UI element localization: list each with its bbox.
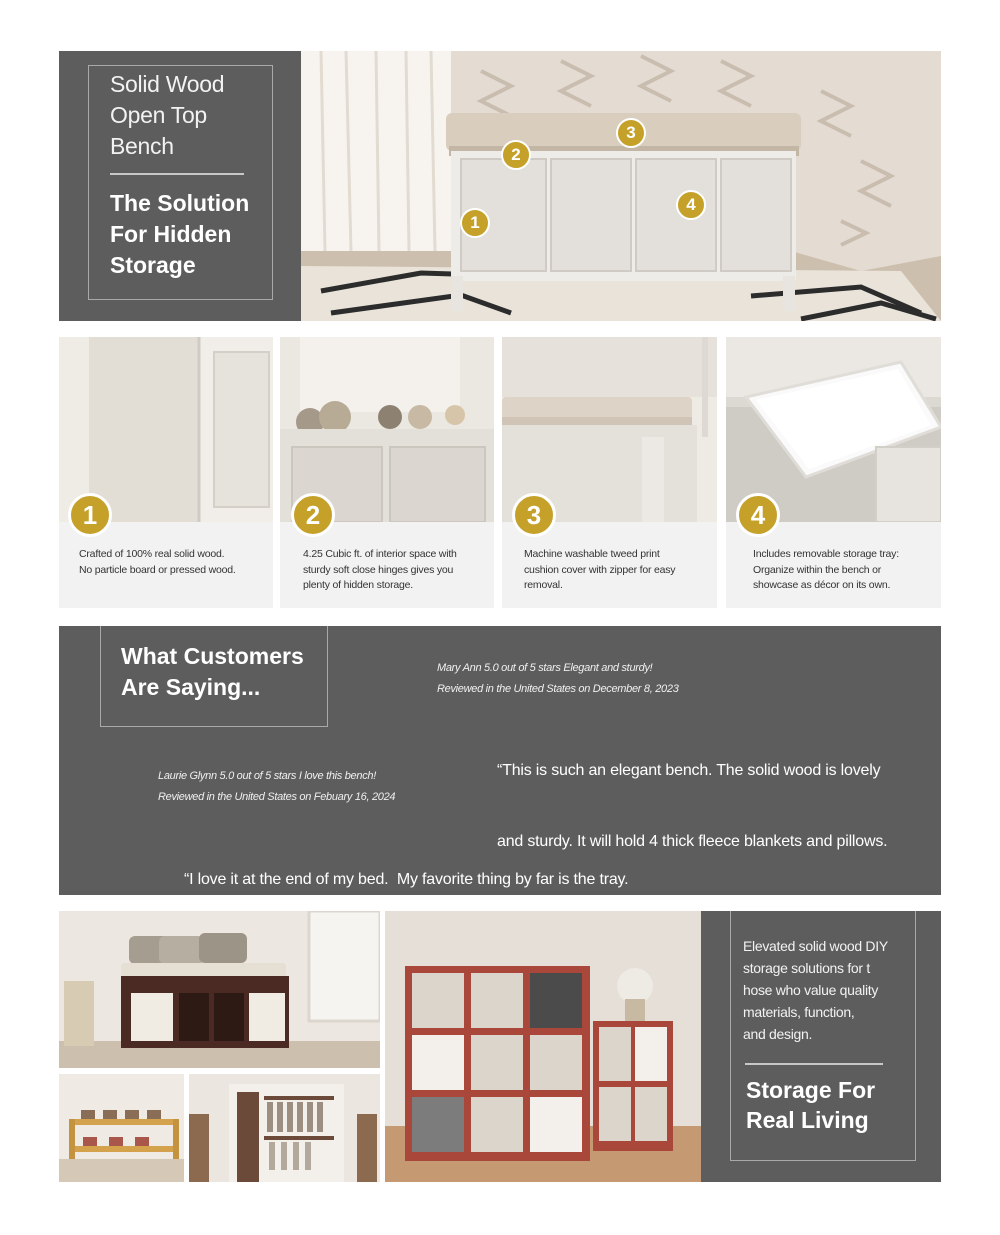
- review-quote-line: “I love it at the end of my bed. My favorite thing by far is the tray.: [184, 871, 629, 888]
- cube-organizer-illustration: [385, 911, 701, 1182]
- callout-badge-3: 3: [616, 118, 646, 148]
- hero-title-line: Bench: [110, 133, 174, 159]
- feature-line: Crafted of 100% real solid wood.: [79, 548, 225, 560]
- hero-bench-photo: [301, 51, 941, 321]
- reviews-heading: [121, 641, 304, 703]
- hero-subtitle-line: For Hidden: [110, 221, 232, 247]
- closet-organizer-illustration: [189, 1074, 380, 1182]
- feature-description-4: [753, 547, 899, 594]
- closing-text-line: hose who value quality: [743, 982, 879, 998]
- review-quote-line: “This is such an elegant bench. The solid wood is lovely: [497, 762, 881, 779]
- hero-subtitle-line: The Solution: [110, 190, 250, 216]
- reviews-heading-line: Are Saying...: [121, 674, 261, 700]
- feature-description-3: [524, 547, 675, 594]
- feature-line: cushion cover with zipper for easy: [524, 563, 676, 576]
- callout-badge-1: 1: [460, 208, 490, 238]
- closing-heading-line: Storage For: [746, 1077, 876, 1103]
- callout-badge-2: 2: [501, 140, 531, 170]
- feature-card-2: [280, 337, 494, 608]
- closing-panel: [701, 911, 941, 1182]
- hero-title: [110, 69, 224, 162]
- cube-organizer-photo: [385, 911, 701, 1182]
- review-1-meta: [437, 658, 679, 700]
- closing-heading-line: Real Living: [746, 1107, 869, 1133]
- review-1-date-line: Reviewed in the United States on December 8, 2023: [437, 683, 679, 695]
- feature-card-3: [502, 337, 717, 608]
- bedroom-bench-illustration: [301, 51, 941, 321]
- reviews-panel: [59, 626, 941, 895]
- reviews-heading-line: What Customers: [121, 643, 304, 669]
- shoe-rack-illustration: [59, 1074, 184, 1182]
- entryway-bench-photo: [59, 911, 380, 1068]
- feature-line: Includes removable storage tray:: [753, 548, 899, 560]
- feature-line: No particle board or pressed wood.: [79, 563, 236, 576]
- review-quote-line: and sturdy. It will hold 4 thick fleece blankets and pillows.: [497, 832, 888, 850]
- closing-text-line: materials, function,: [743, 1004, 855, 1020]
- feature-line: Machine washable tweed print: [524, 548, 660, 560]
- feature-badge-3: 3: [512, 493, 556, 537]
- closing-text-line: storage solutions for t: [743, 960, 870, 976]
- review-1-rating-line: Mary Ann 5.0 out of 5 stars Elegant and sturdy!: [437, 662, 653, 674]
- callout-badge-4: 4: [676, 190, 706, 220]
- review-2-rating-line: Laurie Glynn 5.0 out of 5 stars I love this bench!: [158, 770, 376, 782]
- feature-badge-2: 2: [291, 493, 335, 537]
- feature-card-4: [726, 337, 941, 608]
- shoe-rack-photo: [59, 1074, 184, 1182]
- review-2-meta: [158, 766, 395, 808]
- feature-line: plenty of hidden storage.: [303, 579, 413, 591]
- closing-divider: [745, 1063, 883, 1065]
- hero-title-line: Open Top: [110, 102, 207, 128]
- feature-badge-1: 1: [68, 493, 112, 537]
- closing-description: [743, 935, 888, 1045]
- feature-line: removal.: [524, 579, 563, 591]
- closing-text-line: and design.: [743, 1026, 813, 1042]
- entryway-bench-illustration: [59, 911, 380, 1068]
- feature-card-1: [59, 337, 273, 608]
- hero-divider: [110, 173, 244, 175]
- feature-description-2: [303, 547, 457, 594]
- hero-title-panel: [59, 51, 301, 321]
- feature-line: sturdy soft close hinges gives you: [303, 563, 454, 576]
- feature-badge-4: 4: [736, 493, 780, 537]
- feature-description-1: [79, 547, 236, 578]
- hero-title-line: Solid Wood: [110, 71, 225, 97]
- hero-subtitle: [110, 188, 249, 281]
- closet-organizer-photo: [189, 1074, 380, 1182]
- hero-subtitle-line: Storage: [110, 252, 196, 278]
- feature-line: 4.25 Cubic ft. of interior space with: [303, 548, 457, 560]
- review-2-date-line: Reviewed in the United States on Febuary 16, 2024: [158, 791, 396, 803]
- closing-text-line: Elevated solid wood DIY: [743, 938, 888, 954]
- feature-line: showcase as décor on its own.: [753, 579, 891, 591]
- closing-heading: [746, 1075, 875, 1135]
- feature-line: Organize within the bench or: [753, 563, 882, 576]
